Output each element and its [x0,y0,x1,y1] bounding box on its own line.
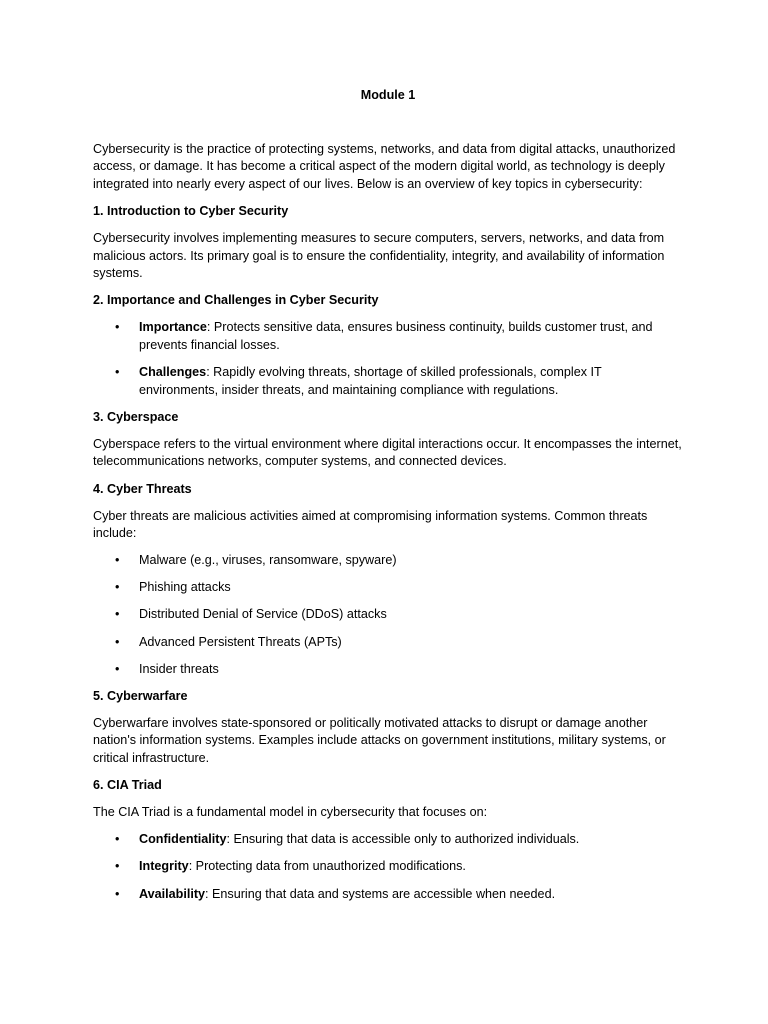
bullet: • [115,607,120,622]
list-item-text: : Protects sensitive data, ensures business continuity, builds customer trust, and prevents financial losses. [139,320,653,352]
section-heading-importance-challenges: 2. Importance and Challenges in Cyber Security [93,293,379,308]
bullet: • [115,661,120,676]
intro-paragraph: Cybersecurity is the practice of protecting systems, networks, and data from digital attacks, unauthorized access, or damage. It has become a critical aspect of the modern digital world, as technology is deeply integrated into nearly every aspect of our lives. Below is an overview of key topics in cybersecurity: [93,141,676,191]
section-body-cyber-threats: Cyber threats are malicious activities aimed at compromising information systems. Common threats include: [93,508,648,541]
list-item [93,579,683,597]
document-page [93,87,683,913]
list-item [93,319,683,354]
list-item-text: Phishing attacks [139,580,231,595]
section-heading-introduction: 1. Introduction to Cyber Security [93,203,289,218]
list-item-text: Insider threats [139,661,219,676]
list-item [93,886,683,904]
importance-challenges-list [93,319,683,399]
section-heading-cyberspace: 3. Cyberspace [93,409,179,424]
list-item-text: : Ensuring that data is accessible only to authorized individuals. [226,832,580,847]
list-item [93,552,683,570]
page-title: Module 1 [360,88,416,102]
bullet: • [115,859,120,874]
section-body-cyberspace: Cyberspace refers to the virtual environment where digital interactions occur. It encompasses the internet, telecommunications networks, computer systems, and connected devices. [93,436,682,469]
list-item-text: : Protecting data from unauthorized modifications. [188,859,466,874]
list-item-text: Malware (e.g., viruses, ransomware, spyware) [139,553,397,568]
bullet: • [115,320,120,335]
section-body-cyberwarfare: Cyberwarfare involves state-sponsored or politically motivated attacks to disrupt or damage another nation's information systems. Examples include attacks on government institutions, military systems, or critical infrastructure. [93,715,666,766]
section-heading-cyber-threats: 4. Cyber Threats [93,481,192,496]
section-heading-cyberwarfare: 5. Cyberwarfare [93,688,188,703]
section-body-cia-triad: The CIA Triad is a fundamental model in cybersecurity that focuses on: [93,805,488,820]
list-item [93,858,683,876]
list-item-text: Distributed Denial of Service (DDoS) attacks [139,607,387,622]
section-body-introduction: Cybersecurity involves implementing measures to secure computers, servers, networks, and data from malicious actors. Its primary goal is to ensure the confidentiality, integrity, and availability of information systems. [93,230,665,281]
bullet: • [115,365,120,380]
list-item-term: Availability [139,886,206,901]
list-item-text: : Ensuring that data and systems are accessible when needed. [205,886,556,901]
list-item-text: Advanced Persistent Threats (APTs) [139,634,342,649]
bullet: • [115,886,120,901]
list-item-term: Integrity [139,859,189,874]
bullet: • [115,634,120,649]
bullet: • [115,580,120,595]
cia-triad-list [93,831,683,903]
section-heading-cia-triad: 6. CIA Triad [93,778,162,793]
list-item [93,364,683,399]
list-item-term: Challenges [139,365,207,380]
list-item-term: Importance [139,320,207,335]
bullet: • [115,553,120,568]
list-item [93,661,683,679]
list-item [93,606,683,624]
list-item [93,831,683,849]
list-item [93,634,683,652]
list-item-term: Confidentiality [139,832,227,847]
bullet: • [115,832,120,847]
list-item-text: : Rapidly evolving threats, shortage of skilled professionals, complex IT environments, insider threats, and maintaining compliance with regulations. [139,365,602,397]
cyber-threats-list [93,552,683,678]
